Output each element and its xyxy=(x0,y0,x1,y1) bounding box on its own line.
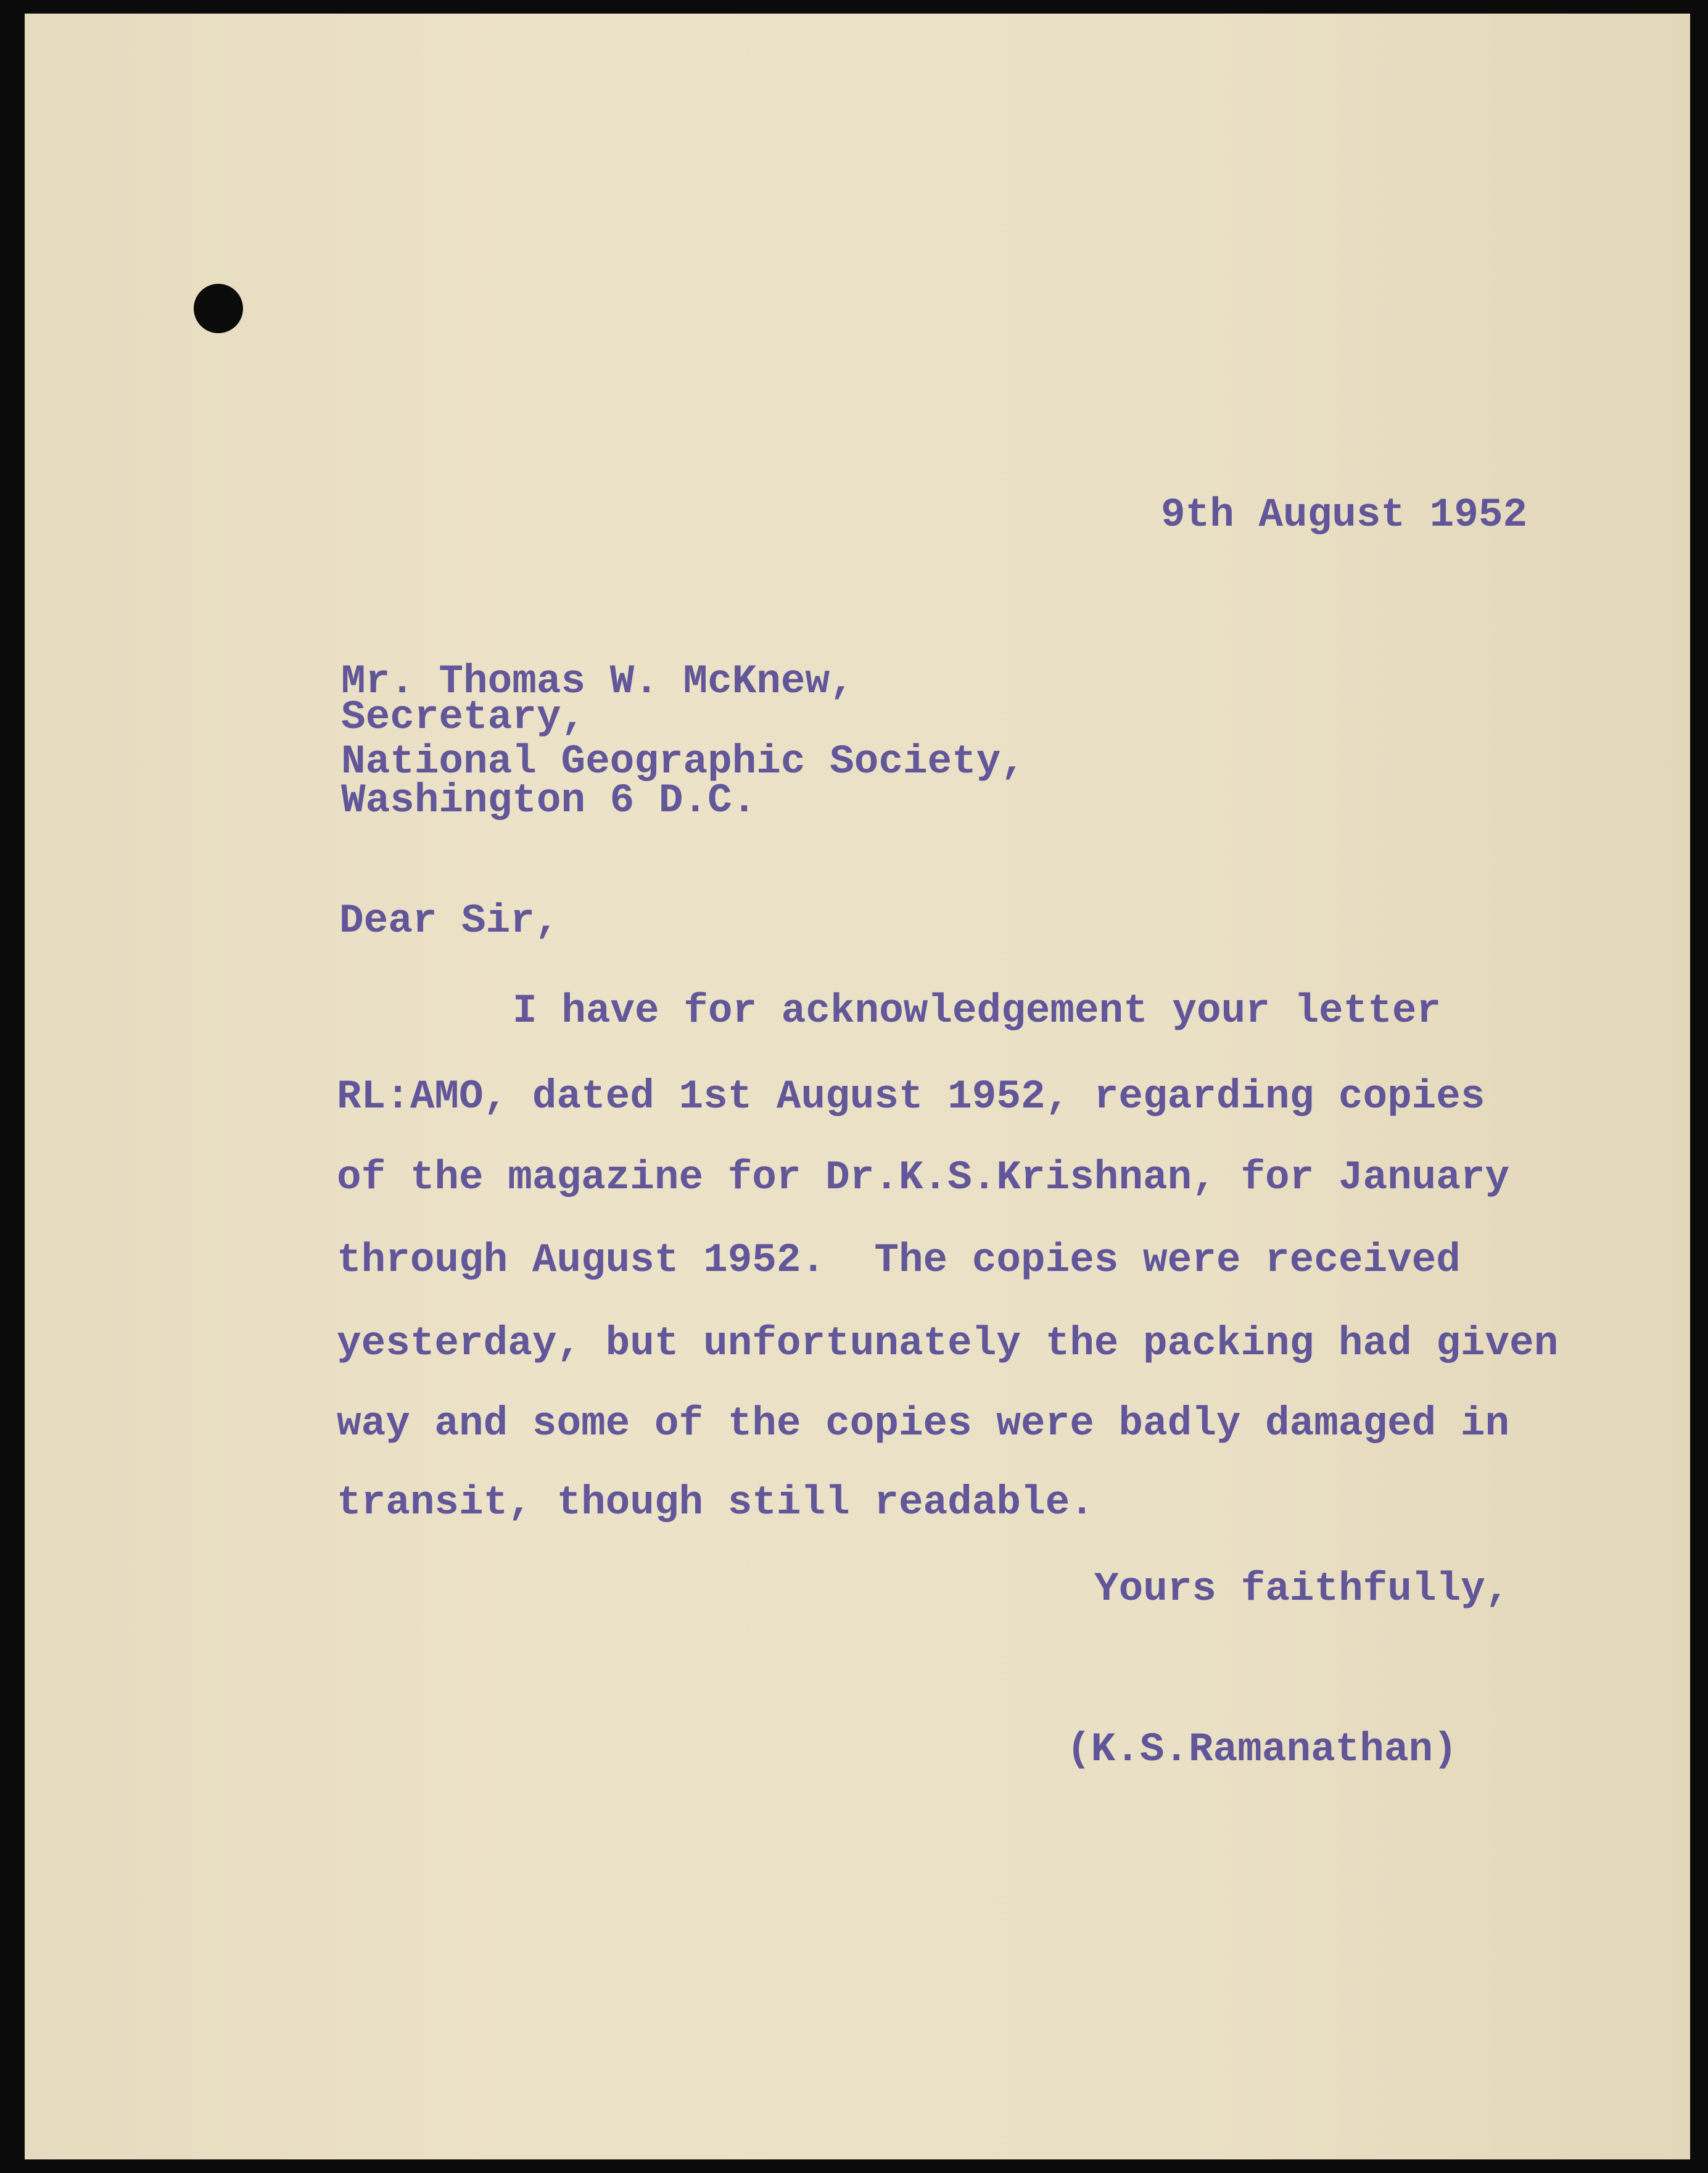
signature-name: (K.S.Ramanathan) xyxy=(1066,1726,1458,1773)
body-line: way and some of the copies were badly damaged in xyxy=(337,1401,1510,1447)
salutation: Dear Sir, xyxy=(339,898,559,944)
recipient-line: Washington 6 D.C. xyxy=(341,777,757,824)
body-line: of the magazine for Dr.K.S.Krishnan, for January xyxy=(337,1154,1510,1201)
body-line: I have for acknowledgement your letter xyxy=(513,988,1442,1034)
recipient-line: National Geographic Society, xyxy=(341,739,1025,785)
closing: Yours faithfully, xyxy=(1094,1566,1510,1612)
body-line: through August 1952. The copies were received xyxy=(337,1237,1461,1283)
letter-page xyxy=(25,14,1690,2159)
letter-date: 9th August 1952 xyxy=(1161,492,1528,538)
body-line: transit, though still readable. xyxy=(337,1480,1094,1526)
punch-hole xyxy=(194,284,243,333)
recipient-line: Mr. Thomas W. McKnew, xyxy=(341,658,854,705)
body-line: yesterday, but unfortunately the packing had given xyxy=(337,1320,1559,1367)
recipient-line: Secretary, xyxy=(341,694,586,740)
body-line: RL:AMO, dated 1st August 1952, regarding copies xyxy=(337,1074,1485,1120)
